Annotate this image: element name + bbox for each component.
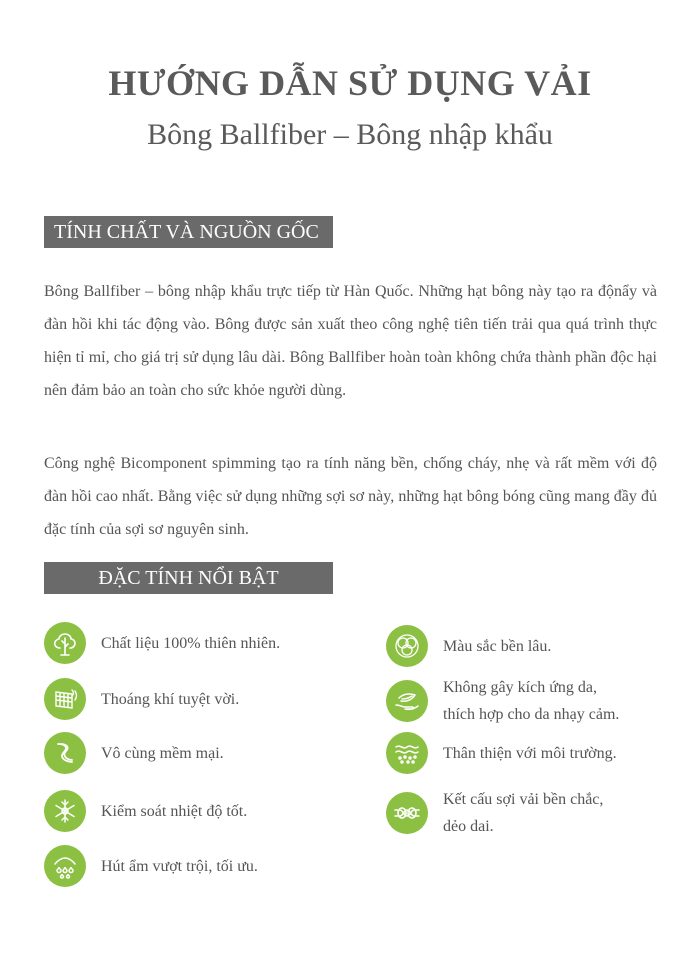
feature-non-irritating [386, 674, 619, 728]
page-title: HƯỚNG DẪN SỬ DỤNG VẢI [108, 63, 592, 103]
tree-icon [44, 622, 86, 664]
feature-label: Kết cấu sợi vải bền chắc, [443, 791, 604, 808]
soft-fabric-icon [44, 732, 86, 774]
feature-label: Hút ẩm vượt trội, tối ưu. [101, 857, 258, 875]
section-header-origin: TÍNH CHẤT VÀ NGUỒN GỐC [44, 216, 333, 248]
feature-label: Kiểm soát nhiệt độ tốt. [101, 802, 248, 820]
feature-soft [44, 732, 224, 774]
feature-label: Vô cùng mềm mại. [101, 744, 224, 762]
feature-label: Thoáng khí tuyệt vời. [101, 690, 240, 708]
hand-leaf-icon [386, 680, 428, 722]
feature-temperature-control [44, 790, 247, 832]
origin-paragraph-2: Công nghệ Bicomponent spimming tạo ra tính năng bền, chống cháy, nhẹ và rất mềm với độ đàn hồi cao nhất. Bằng việc sử dụng những sợi sơ này, những hạt bông bóng cũng mang đầy đủ đặc tính của sợi sơ nguyên sinh. [44, 455, 657, 538]
feature-label: Không gây kích ứng da, [443, 679, 597, 696]
feature-strong-fiber [386, 786, 603, 840]
breathable-fabric-icon [44, 678, 86, 720]
feature-label: thích hợp cho da nhạy cảm. [443, 706, 620, 723]
snowflake-sun-icon [44, 790, 86, 832]
feature-color-durable [386, 625, 551, 667]
feature-label: Thân thiện với môi trường. [443, 744, 617, 762]
origin-paragraph-1: Bông Ballfiber – bông nhập khẩu trực tiếp từ Hàn Quốc. Những hạt bông này tạo ra độnẩy và đàn hồi khi tác động vào. Bông được sản xuất theo công nghệ tiên tiến trải qua quá trình thực hiện tỉ mỉ, cho giá trị sử dụng lâu dài. Bông Ballfiber hoàn toàn không chứa thành phần độc hại nên đảm bảo an toàn cho sức khỏe người dùng. [44, 283, 657, 399]
section-header-features: ĐẶC TÍNH NỔI BẬT [44, 562, 333, 594]
color-rings-icon [386, 625, 428, 667]
feature-breathable [44, 678, 239, 720]
feature-label: Màu sắc bền lâu. [443, 637, 552, 655]
eco-waves-icon [386, 732, 428, 774]
feature-label: dẻo dai. [443, 818, 494, 835]
feature-natural-material [44, 622, 280, 664]
knot-fiber-icon [386, 792, 428, 834]
moisture-drops-icon [44, 845, 86, 887]
feature-label: Chất liệu 100% thiên nhiên. [101, 634, 281, 652]
page-subtitle: Bông Ballfiber – Bông nhập khẩu [147, 118, 553, 151]
feature-eco-friendly [386, 732, 617, 774]
feature-moisture-absorption [44, 845, 258, 887]
